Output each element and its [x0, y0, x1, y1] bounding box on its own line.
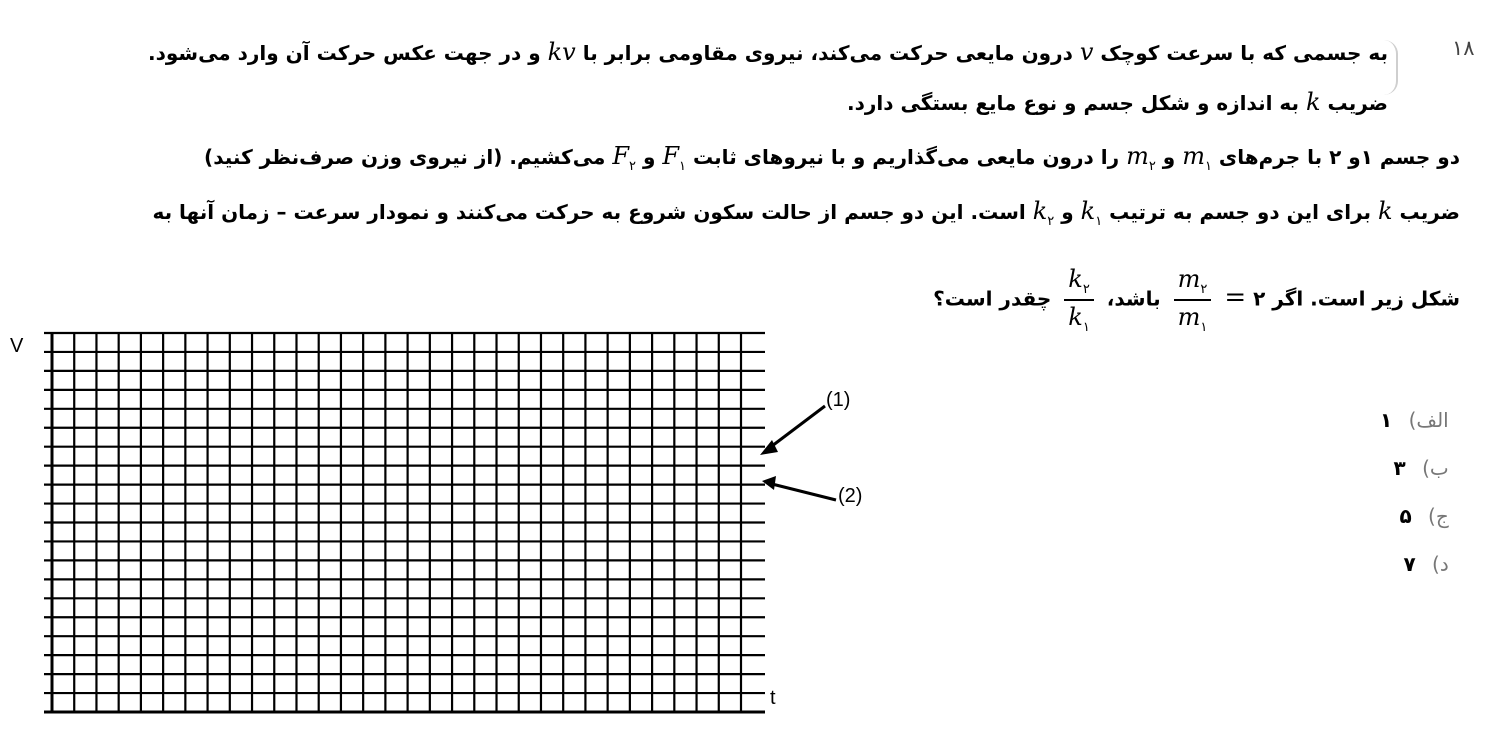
- var-k: k: [1306, 88, 1321, 116]
- number-two: ۲: [1253, 286, 1266, 311]
- question-line-5: [933, 265, 1460, 335]
- option-label: الف): [1408, 408, 1449, 432]
- text: شکل زیر است. اگر: [1272, 286, 1460, 311]
- question-line-1: [148, 38, 1388, 66]
- text: است. این دو جسم از حالت سکون شروع به حرکت می‌کنند و نمودار سرعت – زمان آنها به: [152, 200, 1026, 224]
- var-m1: $m_۱$: [1182, 142, 1212, 174]
- option-value: ۱: [1380, 408, 1393, 432]
- text: می‌کشیم. (از نیروی وزن صرف‌نظر کنید): [204, 145, 606, 169]
- var-kv: kv: [547, 38, 576, 66]
- option-label: ب): [1422, 456, 1449, 480]
- text: ضریب: [1399, 200, 1460, 224]
- y-axis-label: V: [10, 335, 24, 357]
- option-c[interactable]: [1380, 496, 1449, 544]
- curve-2-arrow: [762, 476, 836, 500]
- curve-2-label: (2): [838, 485, 863, 507]
- text: را درون مایعی می‌گذاریم و با نیروهای ثابت: [693, 145, 1120, 169]
- var-k: k: [1378, 197, 1393, 225]
- text: و: [1061, 200, 1074, 224]
- text: و: [1162, 145, 1176, 169]
- text: درون مایعی حرکت می‌کند، نیروی مقاومی برابر با: [582, 41, 1073, 65]
- x-axis-label: t: [770, 687, 776, 709]
- text: دو جسم ۱و ۲ با جرم‌های: [1218, 145, 1460, 169]
- var-F2: $F_۲$: [612, 142, 637, 174]
- option-value: ۳: [1393, 456, 1406, 480]
- velocity-time-graph: [0, 320, 880, 720]
- option-a[interactable]: [1380, 400, 1449, 448]
- var-m2: $m_۲$: [1126, 142, 1156, 174]
- question-line-2: [847, 88, 1388, 116]
- option-b[interactable]: [1380, 448, 1449, 496]
- option-label: ج): [1428, 504, 1449, 528]
- option-value: ۷: [1403, 552, 1416, 576]
- option-value: ۵: [1399, 504, 1412, 528]
- curve-1-arrow: [760, 406, 825, 455]
- var-v: v: [1079, 38, 1094, 66]
- var-k1: $k_۱$: [1080, 197, 1103, 229]
- k-ratio-fraction: $\frac{k_۲}{k_۱}$: [1064, 265, 1094, 335]
- option-d[interactable]: [1380, 544, 1449, 592]
- text: به جسمی که با سرعت کوچک: [1100, 41, 1388, 65]
- text: ضریب: [1327, 91, 1388, 115]
- var-k2: $k_۲$: [1032, 197, 1055, 229]
- text: و: [642, 145, 656, 169]
- curve-1-label: (1): [826, 389, 851, 411]
- question-line-3: [204, 142, 1460, 174]
- question-line-4: [152, 197, 1460, 229]
- equals-sign: =: [1224, 282, 1247, 313]
- grid: [44, 333, 765, 712]
- option-label: د): [1432, 552, 1449, 576]
- text: چقدر است؟: [933, 286, 1052, 311]
- mass-ratio-fraction: $\frac{m_۲}{m_۱}$: [1174, 265, 1212, 335]
- question-number: ۱۸: [1452, 36, 1475, 60]
- text: برای این دو جسم به ترتیب: [1109, 200, 1372, 224]
- text: باشد،: [1106, 286, 1161, 311]
- var-F1: $F_۱$: [662, 142, 687, 174]
- answer-options: [1380, 400, 1449, 592]
- text: به اندازه و شکل جسم و نوع مایع بستگی دارد.: [847, 91, 1300, 115]
- text: و در جهت عکس حرکت آن وارد می‌شود.: [148, 41, 541, 65]
